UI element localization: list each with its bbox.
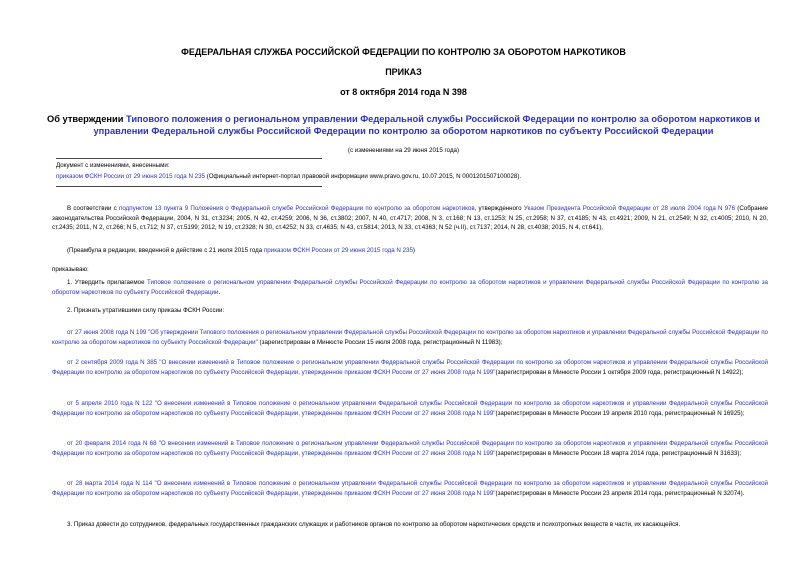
preamble-text-1: В соответствии с: [67, 205, 119, 212]
divider-top: [56, 158, 322, 159]
preamble: [52, 204, 768, 233]
repealed-link[interactable]: от 5 апреля 2010 года N 122 "О внесении изменений в Типовое положение о региональном управлении Федеральной службы Российской Федерации по контролю за оборотом наркотиков и управлении Федеральной службы Российской Федерации по контролю за оборотом наркотиков по субъекту Российской Федерации, утвержденное приказом ФСКН России от 27 июня 2008 года N 199": [52, 400, 768, 417]
repealed-order: [52, 479, 768, 498]
title-link[interactable]: Типового положения о региональном управлении Федеральной службы Российской Федерации по контролю за оборотом наркотиков и управлении Федеральной службы Российской Федерации по контролю за оборотом наркотиков по субъекту Российской Федерации: [93, 114, 760, 136]
item-2: 2. Признать утратившими силу приказы ФСКН России:: [67, 307, 225, 314]
repealed-rest: (зарегистрирован в Минюсте России 18 марта 2014 года, регистрационный N 31633);: [495, 449, 742, 457]
repealed-order: [52, 358, 768, 377]
item-1-link[interactable]: Типовое положение о региональном управлении Федеральной службы Российской Федерации по контролю за оборотом наркотиков и управлении Федеральной службы Российской Федерации по контролю за оборотом наркотиков по субъекту Российской Федерации: [52, 279, 768, 296]
item-1-text: 1. Утвердить прилагаемое: [67, 279, 148, 286]
repealed-link[interactable]: от 20 февраля 2014 года N 68 "О внесении изменений в Типовое положение о региональном управлении Федеральной службы Российской Федерации по контролю за оборотом наркотиков и управлении Федеральной службы Российской Федерации по контролю за оборотом наркотиков по субъекту Российской Федерации, утвержденное приказом ФСКН России от 27 июня 2008 года N 199": [52, 440, 768, 457]
preamble-note: [52, 246, 768, 256]
item-1: [52, 278, 768, 297]
preamble-text-2: , утвержденного: [474, 205, 524, 212]
item-3: 3. Приказ довести до сотрудников, федеральных государственных гражданских служащих и работников органов по контролю за оборотом наркотических средств и психотропных веществ в части, их касающейся.: [67, 521, 681, 528]
item-1-end: .: [218, 288, 221, 296]
amendments-label: Документ с изменениями, внесенными:: [56, 162, 170, 169]
preamble-link-2[interactable]: Указом Президента Российской Федерации от 28 июля 2004 года N 976: [523, 205, 736, 212]
date-number-heading: от 8 октября 2014 года N 398: [340, 87, 467, 97]
title-prefix: Об утверждении: [47, 114, 127, 124]
repealed-link[interactable]: от 2 сентября 2009 года N 385 "О внесении изменений в Типовое положение о региональном управлении Федеральной службы Российской Федерации по контролю за оборотом наркотиков и управлении Федеральной службы Российской Федерации по контролю за оборотом наркотиков по субъекту Российской Федерации, утвержденное приказом ФСКН России от 27 июня 2008 года N 199": [52, 359, 768, 376]
amendments-rest: (Официальный интернет-портал правовой информации www.pravo.gov.ru, 10.07.2015, N 0001201507100028).: [204, 173, 522, 180]
repealed-rest: (зарегистрирован в Минюсте России 15 июля 2008 года, регистрационный N 11983);: [257, 338, 503, 346]
preamble-note-text: (Преамбула в редакции, введенной в действие с 21 июля 2015 года: [67, 247, 264, 254]
preamble-text-3: (Собрание законодательства Российской Федерации, 2004, N 31, ст.3234; 2005, N 42, ст.4259; 2006, N 36, ст.3802; 2007, N 40, ст.4717; 2008, N 3, ст.168; N 13, ст.1253; N 25, ст.2958; N 37, ст.4185; N 43, ст.4921; 2009, N 21, ст.2549; N 32, ст.4005; 2010, N 20, ст.2435; 2011, N 2, ст.266; N 5, ст.712; N 37, ст.5199; 2012, N 19, ст.2328; N 30, ст.4252; N 33, ст.4635; N 43, ст.5814; 2013, N 33, ст.4363; N 52 (ч.II), ст.7137; 2014, N 28, ст.4038; 2015, N 4, ст.641),: [52, 205, 768, 232]
revision-note: (с изменениями на 29 июня 2015 года): [347, 147, 460, 154]
repealed-order: [52, 399, 768, 418]
repealed-rest: (зарегистрирован в Минюсте России 23 апреля 2014 года, регистрационный N 32074).: [495, 489, 745, 497]
amendments-line: [56, 172, 776, 181]
preamble-link-1[interactable]: подпунктом 13 пункта 9 Положения о Федеральной службе Российской Федерации по контролю за оборотом наркотиков: [118, 205, 475, 212]
doc-type-heading: ПРИКАЗ: [385, 67, 422, 77]
preamble-note-end: ): [412, 247, 415, 254]
repealed-order: [52, 439, 768, 458]
divider-bottom: [56, 186, 322, 187]
amendments-link[interactable]: приказом ФСКН России от 29 июня 2015 года N 235: [56, 173, 205, 180]
repealed-order: [52, 328, 768, 347]
agency-heading: ФЕДЕРАЛЬНАЯ СЛУЖБА РОССИЙСКОЙ ФЕДЕРАЦИИ ПО КОНТРОЛЮ ЗА ОБОРОТОМ НАРКОТИКОВ: [181, 47, 626, 57]
repealed-rest: (зарегистрирован в Минюсте России 1 октября 2009 года, регистрационный N 14922);: [495, 368, 744, 376]
order-word: приказываю:: [52, 266, 89, 273]
document-title: [40, 113, 767, 137]
preamble-note-link[interactable]: приказом ФСКН России от 29 июня 2015 года N 235: [263, 247, 413, 254]
repealed-rest: (зарегистрирован в Минюсте России 19 апреля 2010 года, регистрационный N 16925);: [495, 409, 745, 417]
repealed-link[interactable]: от 27 июня 2008 года N 199 "Об утверждении Типового положения о региональном управлении Федеральной службы Российской Федерации по контролю за оборотом наркотиков и управлении Федеральной службы Российской Федерации по контролю за оборотом наркотиков по субъекту Российской Федерации": [52, 329, 768, 346]
repealed-link[interactable]: от 28 марта 2014 года N 114 "О внесении изменений в Типовое положение о региональном управлении Федеральной службы Российской Федерации по контролю за оборотом наркотиков и управлении Федеральной службы Российской Федерации по контролю за оборотом наркотиков по субъекту Российской Федерации, утвержденное приказом ФСКН России от 27 июня 2008 года N 199": [52, 480, 768, 497]
